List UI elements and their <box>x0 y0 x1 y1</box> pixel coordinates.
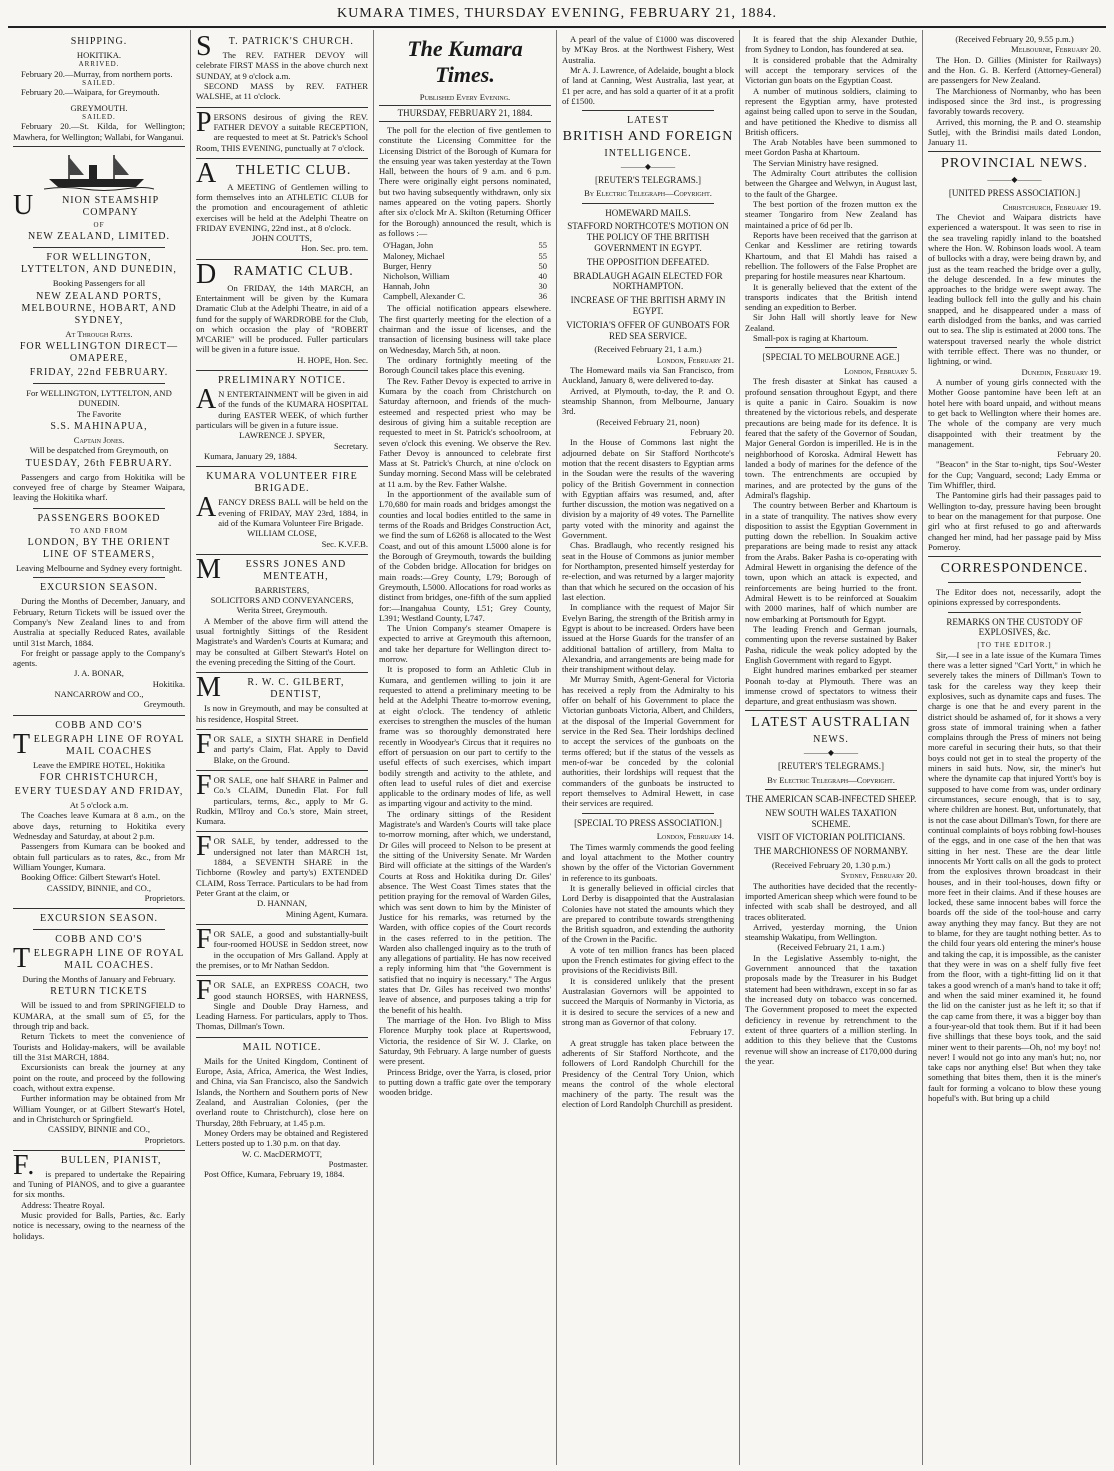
bullen-text: is prepared to undertake the Repairing and Tuning of PIANOS, and to give a guarantee for six months. <box>13 1168 185 1200</box>
fire-brigade-signature: WILLIAM CLOSE, <box>247 528 317 539</box>
divider <box>196 259 368 260</box>
bullen-address: Address: Theatre Royal. <box>21 1199 105 1210</box>
divider <box>582 203 714 204</box>
mail-notice-heading: MAIL NOTICE. <box>242 1041 322 1053</box>
union-heading: UNION STEAMSHIP COMPANY <box>13 190 160 222</box>
provincial-news-heading: PROVINCIAL NEWS. <box>941 156 1088 172</box>
divider-ornament: ———◆——— <box>803 748 859 758</box>
article-paragraph: The Servian Ministry have resigned. <box>753 157 879 168</box>
subheading: NEW SOUTH WALES TAXATION SCHEME. <box>765 807 897 829</box>
article-paragraph: The leading French and German journals, commenting upon the reverse sustained by Baker Pasha, ridicule the weak policy adopted by the English Government with regard to Egypt. <box>745 623 917 665</box>
candidate-name: O'Hagan, John <box>383 240 434 251</box>
candidate-name: Burger, Henry <box>383 260 432 271</box>
candidate-votes: 36 <box>538 291 547 302</box>
cobb-time: At 5 o'clock a.m. <box>69 800 129 811</box>
columns <box>8 30 1106 1465</box>
received-line: (Received February 20, 1.30 p.m.) <box>771 859 891 870</box>
article-paragraph: Mr Murray Smith, Agent-General for Victoria has received a reply from the Admiralty to his offer on behalf of his Government to place the Victorian gunboats Victoria, Albert, and Childers, at the disposal of the Imperial Government for service in the Red Sea. Their lordships declined to accept the services of the gunboats on the terms offered; but if the status of the vessels as men-of-war be conceded by the colonial authorities, their lordships will request that the commanders of the gunboats be instructed to report themselves to Admiral Hewett, in case their services are required. <box>562 674 734 809</box>
sale-3-signature-2: Mining Agent, Kumara. <box>285 908 368 919</box>
sale-3-signature: D. HANNAN, <box>257 898 307 909</box>
union-of: OF <box>93 221 105 230</box>
article-paragraph: A number of mutinous soldiers, claiming to represent the Egyptian army, have protested against being called upon to serve in the Soudan, and have petitioned the Khedive to dismiss all British officers. <box>745 85 917 137</box>
mail-notice-text: Mails for the United Kingdom, Continent of Europe, Asia, Africa, America, the West Indies, and China, via San Francisco, also the Sandwich Islands, the Northern and Southern ports of New Zealand, and Australian Colonies, (per the overland route to Christchurch), close here on Thursday, 28th February, at 1.45 p.m. <box>196 1055 368 1128</box>
preliminary-date: Kumara, January 29, 1884. <box>204 450 298 461</box>
article-paragraph: It is generally believed that the extent of the transports indicates that the British intend sending an expedition to Berber. <box>745 281 917 313</box>
cobb-days: EVERY TUESDAY AND FRIDAY, <box>14 786 184 798</box>
arrived-label: ARRIVED. <box>78 60 120 69</box>
fire-brigade-text: AFANCY DRESS BALL will be held on the evening of FRIDAY, MAY 23rd, 1884, in aid of the Kumara Volunteer Fire Brigade. <box>196 492 368 528</box>
divider <box>196 770 368 771</box>
union-ship: S.S. MAHINAPUA, <box>50 421 148 432</box>
special-label: [SPECIAL TO MELBOURNE AGE.] <box>762 352 900 363</box>
union-ports: NEW ZEALAND PORTS, MELBOURNE, HOBART, AND SYDNEY, <box>21 290 177 326</box>
candidate-votes: 40 <box>538 270 547 281</box>
article-paragraph: Small-pox is raging at Khartoum. <box>753 333 869 344</box>
reception-notice: PERSONS desirous of giving the REV. FATHER DEVOY a suitable RECEPTION, are requested to meet at St. Patrick's School Room, THIS EVENING, punctually at 7 o'clock. <box>196 106 368 153</box>
divider <box>196 107 368 108</box>
article-paragraph: Mr A. J. Lawrence, of Adelaide, bought a block of land at Canning, West Australia, last year, at £1 per acre, and has sold a quarter of it at a profit of £1500. <box>562 64 734 106</box>
subheading: STAFFORD NORTHCOTE'S MOTION ON THE POLICY OF THE BRITISH GOVERNMENT IN EGYPT. <box>567 221 729 254</box>
article-paragraph: The authorities have decided that the recently-imported American sheep which were found to be infected with scab shall be destroyed, and all traces obliterated. <box>745 880 917 922</box>
cobb-for: FOR CHRISTCHURCH, <box>39 772 159 784</box>
poll-results-table <box>379 240 551 301</box>
sale-notice-5: FOR SALE, an EXPRESS COACH, two good staunch HORSES, with HARNESS, Single and Double Dray Harness, and Leading Harness. For particulars, apply to Thos. Thomas, Dillman's Town. <box>196 975 368 1032</box>
agent-2-location: Greymouth. <box>143 699 185 710</box>
union-despatch: Will be despatched from Greymouth, on <box>29 445 169 456</box>
jones-sub: BARRISTERS, <box>254 584 310 595</box>
divider <box>196 158 368 159</box>
article-paragraph: The Cheviot and Waipara districts have experienced a waterspout. It was seen to rise in the sea traveling rapidly inland to the boatshed where the Hon. W. Robinson loads wool. A team of bullocks with a dray, were being drawn by, and just as the team reached the bridge over a gully, the deluge descended. In a few minutes the approaches to the bridge were swept away. The leading bullock fell into the gully and his chain snapped, and he disappeared under a mass of earth dislodged from the banks, and was carried out to sea. The slip is estimated at 2000 tons. The waterspout traversed nearly the whole district with terrible effect. There was no thunder, or lightning, or wind. <box>928 211 1101 367</box>
divider <box>13 908 185 909</box>
union-date-1: FRIDAY, 22nd FEBRUARY. <box>29 367 169 379</box>
cobb-text-2: Passengers from Kumara can be booked and obtain full particulars as to rates, &c., from Mr William Younger, Kumara. <box>13 841 185 872</box>
excursion-text: During the Months of December, January, and February, Return Tickets will be issued over the Company's New Zealand lines to and from Australia at specially Reduced Rates, available until 31st March, 1884. <box>13 596 185 648</box>
candidate-name: Campbell, Alexander C. <box>383 291 466 302</box>
hokitika-sailed: February 20.—Waipara, for Greymouth. <box>21 87 160 98</box>
article-paragraph: In compliance with the request of Major Sir Evelyn Baring, the strength of the British army in Egypt is about to be increased. Orders have been issued at the Horse Guards for the transfer of an additional battalion of artillery, from Malta to Alexandria, and arrangements are being made for their transhipment without delay. <box>562 602 734 675</box>
st-patricks-heading: ST. PATRICK'S CHURCH. <box>196 31 354 62</box>
passengers-leaving: Leaving Melbourne and Sydney every fortnight. <box>15 562 183 573</box>
article-paragraph: The country between Berber and Khartoum is in a state of tranquility. The natives show every disposition to assist the Egyptian Government in putting down the rebellion. In Souakim active preparations are being made to resist any attack from the Arabs. Baker Pasha is co-operating with Admiral Hewett in organising the defence of the town, upon which an attack is expected, and reinforcements are being hurried to the front. Admiral Hewett is to be reinforced at Souakim with 2000 marines, half of which number are now embarking at Portsmouth for Egypt. <box>745 500 917 624</box>
jones-heading: MESSRS JONES AND MENTEATH, <box>196 553 347 585</box>
excursion-heading: EXCURSION SEASON. <box>39 582 159 594</box>
article-paragraph: A vote of ten million francs has been placed upon the French estimates for giving effect to the provisions of the Recidivists Bill. <box>562 944 734 976</box>
mail-signature: W. C. MacDERMOTT, <box>242 1148 322 1159</box>
hokitika-arrived: February 20.—Murray, from northern ports. <box>21 68 173 79</box>
article-paragraph: A great struggle has taken place between the adherents of Sir Stafford Northcote, and the followers of Lord Randolph Churchill for the Presidency of the Central Tory Union, which means the control of the whole electoral machinery of the party. The result was the election of Lord Randolph Churchill as president. <box>562 1037 734 1110</box>
poll-paragraph: The poll for the election of five gentlemen to constitute the Licensing Committee for the Licensing District of the Borough of Kumara for the ensuing year was taken yesterday at the Town Hall, between the hours of 9 a.m. and 6 p.m. There were originally eight persons nominated, but two having subsequently withdrawn, only six names appeared on the voting papers. Shortly after six o'clock Mr A. Skilton (Returning Officer for the Borough) announced the result, which is as follows :— <box>379 124 551 239</box>
article-paragraph: The Admiralty Court attributes the collision between the Ghargee and Welwyn, in August last, to the fault of the Ghargee. <box>745 168 917 199</box>
candidate-votes: 30 <box>538 281 547 292</box>
dateline: Melbourne, February 20. <box>1011 44 1101 55</box>
passengers-london: LONDON, BY THE ORIENT LINE OF STEAMERS, <box>27 536 171 560</box>
athletic-signature-2: Hon. Sec. pro. tem. <box>301 243 368 254</box>
gilbert-text: Is now in Greymouth, and may be consulted at his residence, Hospital Street. <box>196 703 368 724</box>
received-line: (Received February 21, 1 a.m.) <box>777 942 885 953</box>
received-line: (Received February 20, 9.55 p.m.) <box>955 34 1074 44</box>
candidate-name: Nicholson, William <box>383 270 450 281</box>
fire-brigade-heading: KUMARA VOLUNTEER FIRE BRIGADE. <box>206 471 358 495</box>
cobb-2-heading: COBB AND CO'S <box>55 934 143 946</box>
column-5 <box>740 30 923 1465</box>
dateline: February 20. <box>690 426 734 437</box>
union-captain: Captain Jones. <box>73 435 125 445</box>
divider <box>33 577 165 578</box>
divider <box>13 715 185 716</box>
union-booking: Booking Passengers for all <box>52 278 146 289</box>
article-paragraph: A pearl of the value of £1000 was discovered by M'Kay Bros. at the Northwest Fishery, West Australia. <box>562 34 734 65</box>
column-3 <box>374 30 557 1465</box>
dramatic-heading: DRAMATIC CLUB. <box>196 258 354 290</box>
divider <box>928 151 1101 152</box>
article-paragraph: Chas. Bradlaugh, who recently resigned his seat in the House of Commons as junior member for Northampton, presented himself yesterday for re-election, and was returned by a larger majority than that which he secured on the occasion of his last election. <box>562 540 734 602</box>
article-paragraph: The Homeward mails via San Francisco, from Auckland, January 8, were delivered to-day. <box>562 365 734 386</box>
reuters-label: [REUTER'S TELEGRAMS.] <box>595 174 701 185</box>
article-paragraph: In the House of Commons last night the adjourned debate on Sir Stafford Northcote's motion that the recent disasters to Egyptian arms in the Soudan were the results of the wavering policy of the British Government in connection with Egyptian affairs was resumed, and, after further discussion, the motion was negatived on a division by a majority of 49 votes. The Parnellite party voted with the minority and against the Government. <box>562 437 734 541</box>
column-1 <box>8 30 191 1465</box>
sale-notice-1: FOR SALE, a SIXTH SHARE in Denfield and party's Claim, Flat. Apply to David Blake, on the Ground. <box>196 728 368 765</box>
cobb-2-telegraph: TELEGRAPH LINE OF ROYAL MAIL COACHES. <box>13 943 185 975</box>
st-patricks-text: The REV. FATHER DEVOY will celebrate FIRST MASS in the above church next SUNDAY, at 9 o'clock a.m. <box>196 50 368 81</box>
agent-1-location: Hokitika. <box>152 678 185 689</box>
sailed-label-2: SAILED. <box>82 113 116 122</box>
union-note: Passengers and cargo from Hokitika will be conveyed free of charge by Steamer Waipara, leaving the Hokitika wharf. <box>13 471 185 503</box>
dateline: London, February 5. <box>844 366 917 377</box>
dramatic-text: On FRIDAY, the 14th MARCH, an Entertainment will be given by the Kumara Dramatic Club at the Adelphi Theatre, in aid of a fund for the supply of WARDROBE for the Club, on which occasion the play of "ROBERT M'CARIE" will be produced. Fuller particulars will be given in a future issue. <box>196 282 368 355</box>
poll-row <box>379 281 551 291</box>
subheading: THE AMERICAN SCAB-INFECTED SHEEP. <box>745 793 917 804</box>
union-fav: The Favorite <box>76 408 122 419</box>
masthead: KUMARA TIMES, THURSDAY EVENING, FEBRUARY 21, 1884. <box>8 6 1106 28</box>
article-paragraph: The Union Company's steamer Omapere is expected to arrive at Greymouth this afternoon, and take her departure for Wellington direct to-morrow. <box>379 623 551 665</box>
jones-sub-2: SOLICITORS AND CONVEYANCERS, <box>210 595 354 606</box>
gilbert-heading: MR. W. C. GILBERT, DENTIST, <box>196 672 345 704</box>
mail-date: Post Office, Kumara, February 19, 1884. <box>204 1169 345 1180</box>
poll-row <box>379 240 551 250</box>
divider <box>765 789 897 790</box>
dateline: Christchurch, February 19. <box>1002 201 1101 212</box>
divider <box>582 813 714 814</box>
article-paragraph: Arrived, yesterday morning, the Union steamship Wakatipu, from Wellington. <box>745 921 917 943</box>
divider <box>765 347 897 348</box>
received-line: (Received February 21, 1 a.m.) <box>594 344 702 355</box>
union-date-2: TUESDAY, 26th FEBRUARY. <box>25 457 173 469</box>
newspaper-title: The Kumara Times. <box>407 36 523 88</box>
cobb-2-return: RETURN TICKETS <box>50 986 148 998</box>
editor-note: The Editor does not, necessarily, adopt the opinions expressed by correspondents. <box>928 587 1101 608</box>
preliminary-signature: LAWRENCE J. SPYER, <box>239 430 325 441</box>
fire-brigade-signature-2: Sec. K.V.F.B. <box>321 538 368 549</box>
article-paragraph: It is generally believed in official circles that Lord Derby is disappointed that the Australasian Colonies have not stated the amounts which they are prepared to contribute towards strengthening the British squadron, and extending the authority of the Crown in the Pacific. <box>562 882 734 945</box>
intelligence-label: INTELLIGENCE. <box>604 147 692 159</box>
subheading: THE OPPOSITION DEFEATED. <box>586 256 710 267</box>
article-paragraph: In the apportionment of the available sum of L70,680 for main roads and bridges amongst the counties and local bodies entitled to the same in terms of the Roads and Bridges Construction Act, we find the sum of L6268 is allocated to the West Coast, and out of this amount L5000 alone is for the Borough of Greymouth, towards the building of the Cobden bridge. Allocation for bridges on main roads:—Grey County, L79; Borough of Greymouth, L5000. Allocations for road works as distinct from bridges, one-fifth of the sum applied for:—Inangahua County, L51; Grey County, L391; Westland County, L747. <box>379 489 551 623</box>
cobb-2-proprietors: CASSIDY, BINNIE and CO., <box>47 1124 151 1135</box>
candidate-votes: 55 <box>538 240 547 251</box>
cobb-2-text-2: Return Tickets to meet the convenience of Tourists and Holiday-makers, will be available till the 31st MARCH, 1884. <box>13 1031 185 1063</box>
article-paragraph: "Beacon" in the Star to-night, tips Sou'-Wester for the Cup; Vanguard, second; Lady Emma or Tim Whiffler, third. <box>928 459 1101 491</box>
divider <box>13 146 185 147</box>
cobb-2-text: Will be issued to and from SPRINGFIELD to KUMARA, at the small sum of £5, for the through trip and back. <box>13 1000 185 1032</box>
bullen-music: Music provided for Balls, Parties, &c. Early notice is necessary, owing to the nearness of the holidays. <box>13 1210 185 1241</box>
article-paragraph: The marriage of the Hon. Ivo Bligh to Miss Florence Murphy took place at Rupertswood, Victoria, the residence of Sir W. J. Clarke, on Saturday, 9th February. A large number of guests were present. <box>379 1015 551 1067</box>
subheading: BRADLAUGH AGAIN ELECTED FOR NORTHAMPTON. <box>573 270 723 292</box>
candidate-votes: 50 <box>538 260 547 271</box>
reuters-label: [REUTER'S TELEGRAMS.] <box>778 760 884 771</box>
article-paragraph: The Times warmly commends the good feeling and loyal attachment to the Mother country shown by the offer of the Victorian Government in reference to its gunboats. <box>562 841 734 883</box>
divider <box>948 582 1081 583</box>
passengers-heading: PASSENGERS BOOKED <box>37 512 161 524</box>
cobb-text: The Coaches leave Kumara at 8 a.m., on the above days, returning to Hokitika every Wednesday and Saturday, at about 2 p.m. <box>13 810 185 841</box>
column-2 <box>191 30 374 1465</box>
received-line: (Received February 21, noon) <box>596 416 700 427</box>
dramatic-signature: H. HOPE, Hon. Sec. <box>297 354 368 365</box>
cobb-2-proprietors-label: Proprietors. <box>144 1134 185 1145</box>
article-paragraph: It is considered probable that the Admiralty will accept the temporary services of the Victorian gun boats on the Egyptian Coast. <box>745 54 917 86</box>
divider-ornament: ———◆——— <box>987 175 1042 185</box>
greymouth-sailed: February 20.—St. Kilda, for Wellington; Mawhera, for Wellington; Wallabi, for Wanganui. <box>13 121 185 142</box>
preliminary-text: AN ENTERTAINMENT will be given in aid of the funds of the KUMARA HOSPITAL during EASTER WEEK, of which further particulars will be given in a future issue. <box>196 384 368 431</box>
dateline: Dunedin, February 19. <box>1021 366 1101 377</box>
article-paragraph: A number of young girls connected with the Mother Goose pantomine have been left at an hotel here with board unpaid, and without means to get back to Wellington where their homes are. The whole of the company are very much disappointed with their treatment by the management. <box>928 376 1101 449</box>
letter-body: Sir,—I see in a late issue of the Kumara Times there was a letter signed "Carl Yortt," in which he severely takes the miners of Dillman's Town to task for the careless way they keep their explosives, such as dynamite caps and fuses. The charge is one that he and every parent in the district should be ashamed of, for it shows a very gross state of immoral training when a father complains through the Press of miners not being more careful in securing their huts, so that their boys could not get in to steal the property of the miners in said huts. Now, sir, the miner's hut where the dynamite cap that injured Yortt's boy is supposed to have come from was, under ordinary circumstances, secure enough, that is to say, where children are honest. But, unfortunately, that is not the case about Dillman's Town, for there are continual complaints of boys robbing fowl-houses of the eggs, and in one case of the hen that was sitting in her nest. These are the dear little innocents Mr Yortt calls on all the gods to protect from the explosives thrown broadcast in their houses, and in their tool-houses, down fifty or more feet in their claims. And if these houses are locked, these same innocent babes will force the boards off the side of the tool-house and carry away anything they may fancy. But they are not to blame, for they are taught nothing better. As to the child four years old entering the miner's house and taking the cap, it is impossible, as the canister that they were in was on a shelf fully five feet from the floor, with a tight-fitting lid on it that takes a good wrench of a man's hand to take it off; and when the said miner examined it, he found the lid on the canister just as he left it; so that if the cap came from there, it was a bigger boy than a four-year-old that took them. But if it had been five shillings that these boys took, and the said miner went to their parents—Oh, no! my boy! no! never! I would not go into any man's hut; no, nor take caps nor anything else! But when they take something that bites them, then it is the miner's fault for forming a volcano to blow these young hopeful's with. But bring up a child <box>928 649 1101 1104</box>
divider <box>948 612 1081 613</box>
divider <box>928 556 1101 557</box>
article-paragraph: Reports have been received that the garrison at Cenkar and Kesslimer are retiring towards Khartoum, and that El Mahdi has raised a rebellion. The followers of the False Prophet are preparing for hostile measures near Khartoum. <box>745 229 917 282</box>
letter-heading: REMARKS ON THE CUSTODY OF EXPLOSIVES, &c. <box>946 616 1083 638</box>
athletic-signature: JOHN COUTTS, <box>252 233 312 244</box>
divider <box>196 975 368 976</box>
british-foreign-heading: BRITISH AND FOREIGN <box>562 129 734 145</box>
article-paragraph: The ordinary sittings of the Resident Magistrate's and Warden's Courts will take place to-morrow morning, after which, we understand, Dr Giles will proceed to Nelson to be present at the sitting of the University Senate. Mr Warden Bird will officiate at the sittings of the Warden's Courts at Ross and Hokitika during Dr. Giles' absence. The West Coast Times states that the petition praying for the removal of Warden Giles, which was sent down to him by the Minister of Justice for his remarks, was returned by the Warden, with office copies of the Court records in the cases referred to in the petition. The Warden also challenged inquiry as to the truth of any allegations of partiality. He has now received a reply informing him that "the Government is satisfied that no inquiry is necessary." The Argus states that Dr. Giles has received two months' leave of absence, and purposes taking a trip for the benefit of his health. <box>379 808 551 1015</box>
article-paragraph: The official notification appears elsewhere. The first quarterly meeting for the election of a chairman and the issue of licenses, and the transaction of licensing business will take place on Wednesday, March 5th, at noon. <box>379 303 551 355</box>
jones-address: Werita Street, Greymouth. <box>236 605 328 616</box>
article-paragraph: Arrived, at Plymouth, to-day, the P. and O. steamship Shannon, from Melbourne, January 3rd. <box>562 385 734 417</box>
mail-signature-2: Postmaster. <box>328 1158 368 1169</box>
special-label: [SPECIAL TO PRESS ASSOCIATION.] <box>574 817 722 828</box>
union-rates: At Through Rates. <box>65 328 133 339</box>
sale-notice-2: FOR SALE, one half SHARE in Palmer and Co.'s CLAIM, Dunedin Flat. For full particulars, terms, &c., apply to Mr G. Rudkin, M'Ilroy and Co.'s store, Main street, Kumara. <box>196 769 368 827</box>
subheading: VICTORIA'S OFFER OF GUNBOATS FOR RED SEA SERVICE. <box>566 319 730 341</box>
divider <box>196 924 368 925</box>
sale-notice-3: FOR SALE, by tender, addressed to the undersigned not later than MARCH 1st, 1884, a SEVENTH SHARE in the Tichborne (Rowley and party's) EXTENDED CLAIM, Ross Terrace. Particulars to be had from Peter Grant at the claim, or <box>196 831 368 899</box>
poll-row <box>379 291 551 301</box>
latest-label: LATEST <box>626 115 670 127</box>
cobb-heading: COBB AND CO'S <box>55 719 143 731</box>
athletic-text: A MEETING of Gentlemen willing to form themselves into an ATHLETIC CLUB for the promotion and encouragement of athletic exercises will be held at the Adelphi Theatre on FRIDAY EVENING, 22nd inst., at 8 o'clock. <box>196 181 368 233</box>
athletic-heading: ATHLETIC CLUB. <box>196 157 352 189</box>
latest-australian-heading: LATEST AUSTRALIAN <box>751 715 911 731</box>
article-paragraph: The best portion of the frozen mutton ex the steamer Tongariro from New Zealand has maintained a price of 6d per lb. <box>745 199 917 230</box>
divider <box>13 1150 185 1151</box>
correspondence-heading: CORRESPONDENCE. <box>940 561 1089 577</box>
dateline: February 17. <box>690 1027 734 1038</box>
news-label: NEWS. <box>813 734 849 746</box>
published-line: Published Every Evening. <box>419 91 511 102</box>
divider <box>33 508 165 509</box>
subheading: INCREASE OF THE BRITISH ARMY IN EGYPT. <box>570 295 726 317</box>
cobb-proprietors: CASSIDY, BINNIE, and CO., <box>46 882 152 893</box>
preliminary-signature-2: Secretary. <box>333 440 368 451</box>
divider <box>196 466 368 467</box>
article-paragraph: It is proposed to form an Athletic Club in Kumara, and gentlemen willing to join it are requested to attend a preliminary meeting to be held at the Adelphi Theatre to-morrow evening, at eight o'clock. The tendency of athletic exercises to strengthen the muscles of the human frame was so thoroughly demonstrated here recently in Woodyear's Circus that it requires no effort of persuasion on our part to certify to the useful effects of such exercises, which impart bodily strength and activity to the athlete, and often lead to useful rules of diet and exercise applicable to the ordinary modes of life, as well as imparting vigour and activity to the mind. <box>379 664 551 809</box>
upa-label: [UNITED PRESS ASSOCIATION.] <box>948 187 1081 198</box>
copyright-line: By Electric Telegraph—Copyright. <box>767 774 895 785</box>
union-for-2: FOR WELLINGTON DIRECT—OMAPERE, <box>19 341 179 365</box>
cobb-proprietors-label: Proprietors. <box>144 892 185 903</box>
subheading: VISIT OF VICTORIAN POLITICIANS. <box>756 832 905 843</box>
edition-date: THURSDAY, FEBRUARY 21, 1884. <box>379 105 551 122</box>
union-for-1: FOR WELLINGTON, LYTTELTON, AND DUNEDIN, <box>21 252 177 276</box>
candidate-name: Hannah, John <box>383 281 430 292</box>
mail-notice-text-2: Money Orders may be obtained and Registered Letters posted up to 1.30 p.m. on that day. <box>196 1127 368 1149</box>
article-paragraph: The Hon. D. Gillies (Minister for Railways) and the Hon. G. B. Kerferd (Attorney-General) are passengers for New Zealand. <box>928 54 1101 86</box>
steamship-icon <box>44 151 154 191</box>
st-patricks-text-2: SECOND MASS by REV. FATHER WALSHE, at 11 o'clock. <box>196 80 368 102</box>
article-paragraph: The Arab Notables have been summoned to meet Gordon Pasha at Khartoum. <box>745 137 917 158</box>
agent-1: J. A. BONAR, <box>74 668 124 679</box>
article-paragraph: The fresh disaster at Sinkat has caused a profound sensation throughout Egypt, and there is quite a panic in Cairo. Souakim is now threatened by the victorious rebels, and desperate precautions are being made for its defence. It is feared that the safety of the Governor of Soudan, Major General Gordon is imperilled. He is in the neighborhood of Koroska. Admiral Hewett has landed a body of marines for the defence of the town. The entrenchments are occupied by marines, and are protected by the guns of the Admiral's flagship. <box>745 376 917 500</box>
column-6 <box>923 30 1106 1465</box>
excursion-freight: For freight or passage apply to the Company's agents. <box>13 647 185 669</box>
union-nz: NEW ZEALAND, LIMITED. <box>28 231 170 243</box>
dateline: Sydney, February 20. <box>840 870 917 881</box>
excursion-2-heading: EXCURSION SEASON. <box>39 913 159 925</box>
port-greymouth: GREYMOUTH. <box>70 102 128 113</box>
subheading: THE MARCHIONESS OF NORMANBY. <box>754 846 908 857</box>
poll-row <box>379 261 551 271</box>
union-for-3: For WELLINGTON, LYTTELTON, AND DUNEDIN. <box>26 388 172 409</box>
sale-notice-4: FOR SALE, a good and substantially-built four-roomed HOUSE in Seddon street, now in the occupation of Mrs Galland. Apply at the premises, or to Mr Nathan Seddon. <box>196 923 368 970</box>
cobb-2-text-3: Excursionists can break the journey at any point on the route, and proceed by the following coach, without extra expense. <box>13 1062 185 1093</box>
article-paragraph: Sir John Hall will shortly leave for New Zealand. <box>745 312 917 333</box>
article-paragraph: The Pantomine girls had their passages paid to Wellington to-day, pressure having been brought to bear on the management for that purpose. One girl who at first refused to go and afterwards changed her mind, had her passage paid by Miss Pomeroy. <box>928 490 1101 552</box>
cobb-telegraph: TELEGRAPH LINE OF ROYAL MAIL COACHES <box>13 728 185 760</box>
article-paragraph: It is considered unlikely that the present Australasian Governors will be appointed to succeed the Marquis of Normanby in Victoria, as it is desired to secure the services of a new and strong man as Governor of that colony. <box>562 975 734 1027</box>
preliminary-heading: PRELIMINARY NOTICE. <box>217 375 347 387</box>
article-paragraph: Arrived, this morning, the P. and O. steamship Sutlej, with the Brindisi mails dated London, January 11. <box>928 116 1101 148</box>
passengers-to: TO AND FROM <box>69 526 129 535</box>
divider <box>196 831 368 832</box>
candidate-name: Maloney, Michael <box>383 250 445 261</box>
shipping-heading: SHIPPING. <box>70 36 128 47</box>
divider <box>33 247 165 248</box>
article-paragraph: The ordinary fortnightly meeting of the Borough Council takes place this evening. <box>379 355 551 376</box>
cobb-leave: Leave the EMPIRE HOTEL, Hokitika <box>33 759 165 770</box>
cobb-2-text-4: Further information may be obtained from Mr William Younger, or at Gilbert Stewart's Hotel, and in Christchurch or Springfield. <box>13 1093 185 1124</box>
article-paragraph: In the Legislative Assembly to-night, the Government announced that the taxation proposals made by the Treasurer in his Budget statement had been withdrawn, except in so far as the increased duty on tobacco was concerned. The Government proposed to meet the expected deficiency in revenue by retrenchment to the extent of three quarters of a million sterling. In addition to this they believe that the Customs revenue will show an increase of £170,000 during the year. <box>745 952 917 1066</box>
dateline: London, February 14. <box>656 831 734 842</box>
subheading: HOMEWARD MAILS. <box>605 207 691 218</box>
article-paragraph: The Rev. Father Devoy is expected to arrive in Kumara by the coach from Christchurch on Saturday afternoon, and friends of the much-esteemed and respected priest who may be desirous of giving him a suitable reception are requested to meet in St. Patrick's schoolroom, at seven o'clock this evening. We observe the Rev. Father Devoy is announced to celebrate first Mass at St. Patrick's Church, at nine o'clock on Sunday morning. Second Mass will be celebrated at 11 a.m. by the Rev. Father Walshe. <box>379 375 551 489</box>
divider <box>33 929 165 930</box>
article-paragraph: The Marchioness of Normanby, who has been indisposed since the 3rd inst., is progressing favorably towards recovery. <box>928 85 1101 117</box>
poll-row <box>379 271 551 281</box>
divider <box>196 729 368 730</box>
poll-row <box>379 251 551 261</box>
copyright-line: By Electric Telegraph—Copyright. <box>584 188 712 199</box>
divider <box>582 110 714 111</box>
to-editor-label: [TO THE EDITOR.] <box>977 641 1052 650</box>
dateline: February 20. <box>1057 449 1101 460</box>
port-hokitika: HOKITIKA. <box>76 50 122 60</box>
article-paragraph: Princess Bridge, over the Yarra, is closed, prior to putting down a traffic gate over the temporary wooden bridge. <box>379 1066 551 1098</box>
cobb-2-during: During the Months of January and February. <box>22 974 176 985</box>
article-paragraph: Eight hundred marines embarked per steamer Poonah to-day at Plymouth. There was an immense crowd of spectators to witness their departure, and great enthusiasm was shown. <box>745 665 917 707</box>
cobb-office: Booking Office: Gilbert Stewart's Hotel. <box>21 872 161 883</box>
divider <box>196 370 368 371</box>
sailed-label: SAILED. <box>82 79 116 88</box>
article-paragraph: It is feared that the ship Alexander Duthie, from Sydney to London, has foundered at sea. <box>745 34 917 55</box>
divider <box>745 710 917 711</box>
agent-2: NANCARROW and CO., <box>54 689 144 700</box>
divider-ornament: ———◆——— <box>620 161 676 171</box>
jones-text: A Member of the above firm will attend the usual fortnightly Sittings of the Resident Magistrate's and Warden's Courts at Kumara; and may be consulted at Gilbert Stewart's Hotel on the evening preceding the Sitting of the Court. <box>196 615 368 668</box>
dateline: London, February 21. <box>656 354 734 365</box>
divider <box>33 383 165 384</box>
column-4 <box>557 30 740 1465</box>
candidate-votes: 55 <box>538 250 547 261</box>
bullen-heading: F.BULLEN, PIANIST, <box>13 1149 162 1181</box>
divider <box>196 1037 368 1038</box>
